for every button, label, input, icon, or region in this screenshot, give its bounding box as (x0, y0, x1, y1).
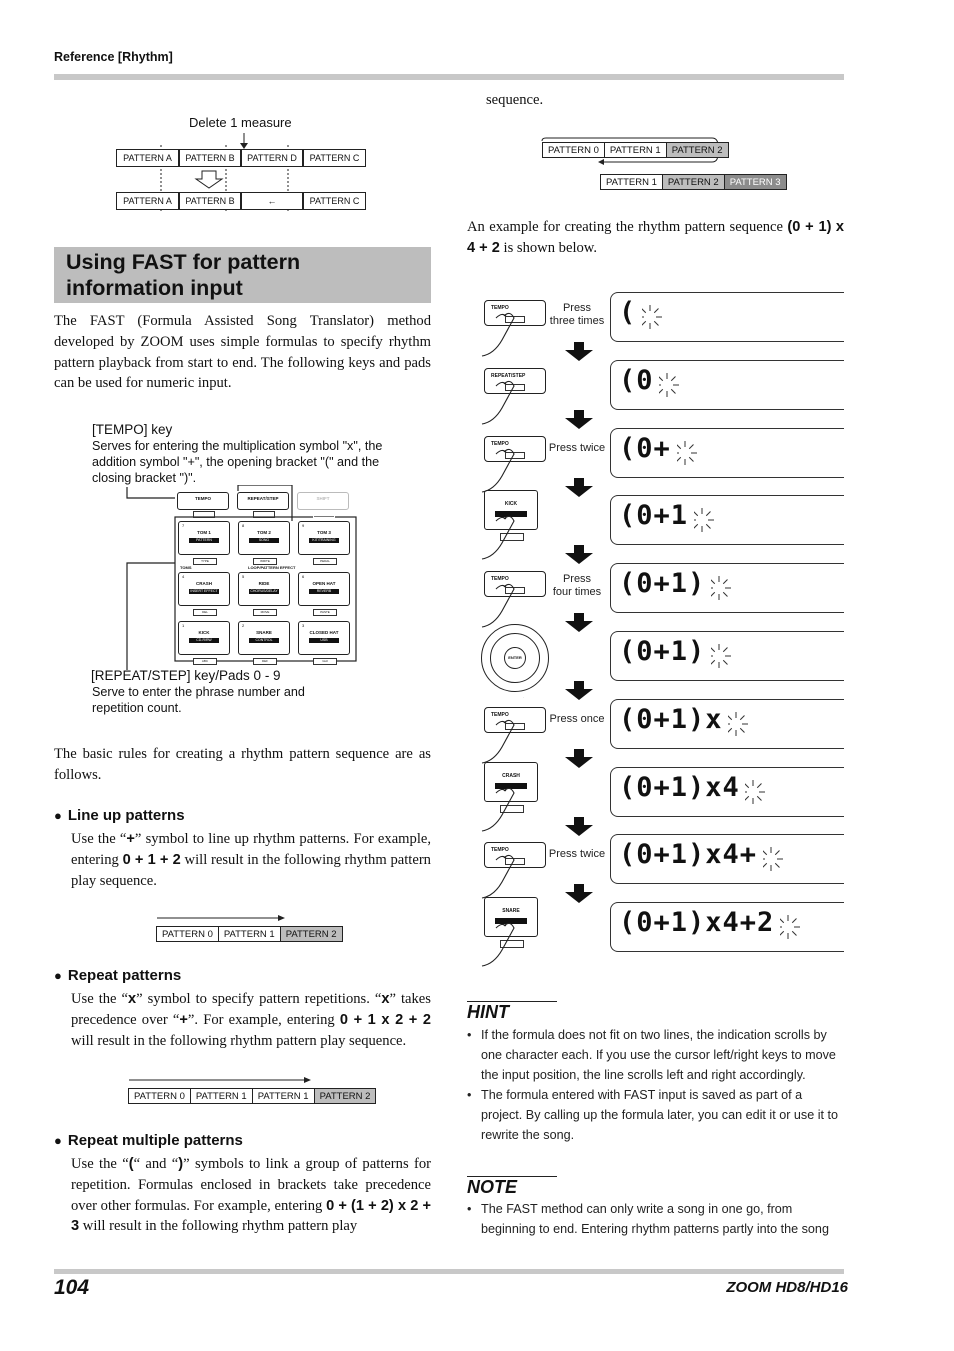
finger-icon (474, 649, 524, 699)
blink-ray (677, 457, 681, 461)
pattern-cell: PATTERN A (116, 192, 179, 210)
section-title (54, 247, 431, 303)
enter-key: ENTER (504, 647, 526, 669)
down-arrow-shape (565, 749, 593, 768)
lcd-formula: (0+1 (619, 500, 689, 532)
pad (298, 521, 350, 555)
panel-key-label: SHIFT (316, 496, 330, 501)
seq-arrow-1 (156, 912, 286, 924)
pattern-cell: PATTERN 3 (725, 174, 787, 190)
down-arrow-icon (563, 884, 595, 904)
panel-key-label: REPEAT/STEP (247, 496, 279, 501)
lcd-display (610, 767, 844, 817)
finger-outline (482, 585, 514, 628)
lcd-display (610, 834, 844, 884)
lcd-display (610, 699, 844, 749)
blink-ray (706, 525, 710, 529)
blink-indicator-icon (694, 500, 726, 540)
pad-function: KIT/TRAINING (309, 538, 339, 543)
down-arrow-shape (565, 410, 593, 429)
blink-indicator-icon (745, 772, 777, 812)
blink-ray (723, 648, 727, 652)
blink-indicator-icon (728, 704, 760, 744)
panel-key-sub (253, 511, 275, 518)
blink-ray (711, 648, 715, 652)
pattern-cell: PATTERN 2 (281, 926, 343, 942)
press-instruction (547, 573, 607, 599)
pad-sub: MOVE (253, 609, 277, 616)
panel-key (297, 492, 349, 510)
blink-ray (659, 376, 663, 380)
finger-outline (482, 517, 514, 560)
panel-key-label: TEMPO (194, 496, 211, 501)
blink-ray (723, 592, 727, 596)
press-instruction-line: Press once (549, 712, 605, 725)
blink-ray (728, 728, 732, 732)
pattern-cell: PATTERN 0 (128, 1088, 191, 1104)
blink-ray (677, 444, 681, 448)
press-instruction-line: Press twice (548, 441, 606, 454)
rule-text-line-up: Use the “+” symbol to line up rhythm patterns. For example, entering 0 + 1 + 2 will result in the following rhythm pattern play sequence. (71, 831, 431, 889)
blink-ray (711, 580, 715, 584)
pad-row-label-tom: TOMS (180, 565, 192, 570)
pad-label: TOM 2 (257, 530, 271, 535)
pad-label: TOM 1 (197, 530, 211, 535)
pad (238, 621, 290, 655)
sequence-word: sequence. (486, 92, 544, 108)
press-instruction-line: Press (562, 573, 592, 586)
blink-ray (642, 321, 646, 325)
pad-label: CLOSED HAT (309, 630, 339, 635)
pad-sub: ABC (193, 658, 217, 665)
section-title-line2: information input (66, 276, 243, 300)
panel-key (237, 492, 289, 510)
blink-ray (689, 457, 693, 461)
tempo-key-title: [TEMPO] key (92, 422, 173, 437)
pad-key-label: CRASH (502, 772, 520, 779)
rule-text-repeat: Use the “x” symbol to specify pattern repetitions. “x” takes precedence over “+”. For example, entering 0 + 1 x 2 + 2 will result in the following rhythm pattern play sequence. (71, 991, 431, 1049)
blink-ray (672, 389, 676, 393)
rule-text-repeat-multiple: Use the “(“ and “)” symbols to link a group of patterns for repetition. Formulas enclosed in brackets take precedence over other formulas. For example, entering 0 + (1 + 2) x 2 + 3 will result in the following rhythm pattern play (71, 1156, 431, 1235)
pad-sub: WRITE (253, 558, 277, 565)
pattern-cell: PATTERN 1 (605, 142, 667, 158)
lcd-formula: (0+1)x4 (619, 771, 740, 803)
blink-ray (740, 715, 744, 719)
pattern-cell: PATTERN A (116, 149, 179, 167)
finger-icon (474, 513, 524, 563)
blink-ray (654, 321, 658, 325)
lcd-formula: (0+1)x4+2 (619, 907, 775, 939)
finger-icon (474, 717, 524, 767)
finger-icon (474, 378, 524, 428)
sequence-right-row2 (600, 174, 787, 190)
finger-outline (482, 788, 514, 831)
lcd-display (610, 360, 844, 410)
finger-outline (482, 313, 514, 356)
lcd-display (610, 428, 844, 478)
hint-title: HINT (467, 1002, 509, 1022)
pattern-cell: PATTERN 0 (156, 926, 219, 942)
pad (238, 521, 290, 555)
lcd-formula: (0+ (619, 432, 671, 464)
pad-number: 9 (302, 523, 305, 528)
pad-label: KICK (198, 630, 210, 635)
page-number: 104 (54, 1276, 90, 1299)
pad-number: 5 (242, 574, 245, 579)
section-title-line1: Using FAST for pattern (66, 250, 301, 274)
press-instruction (547, 302, 607, 328)
lcd-display (610, 495, 844, 545)
blink-ray (780, 931, 784, 935)
pattern-cell: PATTERN 0 (542, 142, 605, 158)
lcd-display (610, 292, 844, 342)
tempo-key-desc: Serves for entering the multiplication symbol "x", the addition symbol "+", the opening bracket "(" and the closing bracket ")". (92, 439, 383, 485)
note-title: NOTE (467, 1177, 518, 1197)
pad-label: RIDE (258, 581, 270, 586)
blink-ray (728, 715, 732, 719)
down-arrow-shape (565, 342, 593, 361)
pad-number: 8 (242, 523, 245, 528)
top-rule (54, 74, 844, 80)
blink-indicator-icon (711, 636, 743, 676)
lcd-formula: (0+1)x4+ (619, 839, 758, 871)
lcd-formula: (0+1) (619, 636, 706, 667)
blink-ray (775, 851, 779, 855)
down-arrow-icon (563, 545, 595, 565)
down-arrow-icon (563, 817, 595, 837)
finger-outline (482, 924, 514, 967)
press-instruction-line: Press (562, 302, 592, 314)
blink-indicator-icon (711, 568, 743, 608)
intro-paragraph: The FAST (Formula Assisted Song Translator) method developed by ZOOM uses simple formulas to specify rhythm pattern playback from start to end. The following keys and pads can be used for numeric input. (54, 313, 431, 392)
pad-number: 4 (182, 574, 185, 579)
function-key-label: TEMPO (491, 305, 509, 311)
panel-key-sub (193, 511, 215, 518)
pattern-cell: PATTERN B (179, 192, 241, 210)
lcd-formula: ( (619, 297, 637, 328)
function-key-label: TEMPO (491, 576, 509, 583)
lcd-display (610, 563, 844, 613)
delete-caption: Delete 1 measure (189, 115, 292, 130)
press-instruction-line: four times (552, 586, 602, 599)
pad-function: REVERB (309, 589, 339, 594)
panel-key (177, 492, 229, 510)
rule-heading-repeat-multiple: ● Repeat multiple patterns (54, 1132, 243, 1149)
blink-ray (659, 389, 663, 393)
lcd-display (610, 902, 844, 952)
pad-function: CONTROL SURFACE (249, 638, 279, 643)
pad (298, 621, 350, 655)
blink-indicator-icon (763, 839, 795, 879)
blink-indicator-icon (780, 907, 812, 947)
blink-ray (642, 309, 646, 313)
pattern-cell: PATTERN 2 (667, 142, 729, 158)
finger-icon (474, 446, 524, 496)
pattern-cell: PATTERN 1 (219, 926, 281, 942)
pad-function: USB (309, 638, 339, 643)
pad-label: CRASH (195, 581, 212, 586)
down-arrow-icon (563, 613, 595, 633)
blink-ray (694, 525, 698, 529)
product-name: ZOOM HD8/HD16 (726, 1279, 848, 1296)
pattern-cell: PATTERN B (179, 149, 241, 167)
down-arrow-shape (565, 478, 593, 497)
panel-key-sub (313, 511, 335, 518)
rule-heading-repeat: ● Repeat patterns (54, 967, 181, 984)
down-arrow-shape (565, 681, 593, 700)
sequence-repeat (128, 1088, 376, 1104)
blink-ray (706, 512, 710, 516)
press-instruction-line: Press twice (548, 848, 606, 861)
pad-key-label: SNARE (502, 908, 520, 915)
down-arrow-icon (563, 342, 595, 362)
pad-function: INSERT EFFECT (190, 589, 218, 593)
press-instruction (547, 713, 607, 726)
pad (178, 572, 230, 606)
pad-label: TOM 3 (317, 530, 331, 535)
pattern-cell: PATTERN 2 (663, 174, 725, 190)
blink-indicator-icon (642, 297, 674, 337)
pad (298, 572, 350, 606)
hint-item: • The formula entered with FAST input is saved as part of a project. By calling up the formula later, you can edit it or use it to rewrite the song. (467, 1085, 844, 1145)
blink-ray (763, 864, 767, 868)
hint-list (467, 1025, 844, 1145)
pad (238, 572, 290, 606)
pad-sub: PASTE (313, 609, 337, 616)
blink-ray (780, 919, 784, 923)
seq-arrow-2 (128, 1074, 313, 1086)
blink-ray (723, 660, 727, 664)
pad-label: SNARE (256, 630, 272, 635)
pattern-cell: PATTERN C (303, 149, 366, 167)
pad-sub: DEF (253, 658, 277, 665)
blink-indicator-icon (677, 433, 709, 473)
finger-icon (474, 852, 524, 902)
finger-outline (482, 381, 514, 424)
finger-outline (482, 856, 514, 899)
blink-ray (763, 851, 767, 855)
hint-item: • If the formula does not fit on two lines, the indication scrolls by one character each. If you use the cursor left/right keys to move the input position, the line scrolls left and right accordingly. (467, 1025, 844, 1085)
sequence-line-up (156, 926, 343, 942)
running-header: Reference [Rhythm] (54, 50, 173, 64)
press-instruction (547, 442, 607, 455)
rule-heading-line-up: ● Line up patterns (54, 807, 185, 824)
pattern-cell: PATTERN 1 (253, 1088, 315, 1104)
blink-ray (711, 592, 715, 596)
down-arrow-shape (565, 817, 593, 836)
down-arrow-icon (563, 681, 595, 701)
pad-sub: GHI (313, 658, 337, 665)
note-item: • The FAST method can only write a song in one go, from beginning to end. Entering rhythm patterns partly into the song (467, 1199, 844, 1239)
blink-ray (745, 783, 749, 787)
pad-number: 1 (182, 623, 185, 628)
blink-ray (723, 580, 727, 584)
blink-ray (758, 783, 762, 787)
pad-function: SONG (249, 538, 279, 543)
lcd-formula: (0+1)x (619, 703, 723, 735)
down-arrow-icon (563, 749, 595, 769)
finger-icon (474, 920, 524, 970)
example-paragraph: An example for creating the rhythm pattern sequence (0 + 1) x 4 + 2 is shown below. (467, 219, 845, 256)
pad-key-label: KICK (504, 501, 518, 508)
function-key-label: REPEAT/STEP (491, 372, 526, 379)
finger-icon (474, 310, 524, 360)
pad-sub: PEDAL (313, 558, 337, 565)
repeat-key-desc: Serve to enter the phrase number and repetition count. (92, 685, 305, 715)
blink-ray (758, 796, 762, 800)
pad (178, 521, 230, 555)
blink-ray (711, 660, 715, 664)
blink-ray (745, 796, 749, 800)
pad-sub: TYPE (193, 558, 217, 565)
pattern-cell: ← (241, 192, 303, 210)
pattern-cell: PATTERN 1 (191, 1088, 253, 1104)
pad-label: OPEN HAT (312, 581, 336, 586)
down-arrow-shape (565, 613, 593, 632)
blink-ray (689, 444, 693, 448)
lcd-display (610, 631, 844, 681)
pattern-cell: PATTERN C (303, 192, 366, 210)
pattern-cell: PATTERN 2 (315, 1088, 377, 1104)
pad-row-label-loop: LOOP/PATTERN EFFECT (248, 565, 296, 570)
blink-ray (654, 309, 658, 313)
blink-ray (792, 931, 796, 935)
press-instruction-line: three times (549, 315, 605, 327)
pattern-cell: PATTERN D (241, 149, 303, 167)
lcd-formula: (0+1) (619, 568, 706, 600)
pad-number: 2 (242, 623, 245, 628)
repeat-key-title: [REPEAT/STEP] key/Pads 0 - 9 (91, 668, 281, 683)
down-arrow-icon (563, 478, 595, 498)
function-key-label: TEMPO (491, 711, 509, 718)
finger-outline (482, 720, 514, 763)
pad-function: PATTERN (189, 538, 219, 543)
press-instruction (547, 848, 607, 861)
basic-rules-paragraph: The basic rules for creating a rhythm pattern sequence are as follows. (54, 746, 431, 783)
blink-ray (740, 728, 744, 732)
down-arrow-shape (565, 884, 593, 903)
blink-ray (694, 512, 698, 516)
sequence-right-row1 (542, 142, 729, 158)
lcd-formula: (0 (619, 364, 654, 396)
down-arrow-shape (565, 545, 593, 564)
finger-icon (474, 785, 524, 835)
pad (178, 621, 230, 655)
pad-function: CHORUS/DELAY (250, 589, 278, 593)
pad-sub: DEL (193, 609, 217, 616)
finger-outline (482, 449, 514, 492)
pad-function: CD-R/RW (189, 638, 219, 643)
blink-indicator-icon (659, 365, 691, 405)
bottom-rule (54, 1269, 844, 1274)
blink-ray (672, 376, 676, 380)
note-list (467, 1199, 844, 1239)
blink-ray (775, 864, 779, 868)
pattern-cell: PATTERN 1 (600, 174, 663, 190)
blink-ray (792, 919, 796, 923)
function-key-label: TEMPO (491, 440, 509, 447)
pad-number: 3 (302, 623, 305, 628)
down-arrow-icon (563, 410, 595, 430)
pad-number: 6 (302, 574, 305, 579)
pad-number: 7 (182, 523, 185, 528)
function-key-label: TEMPO (491, 847, 509, 854)
